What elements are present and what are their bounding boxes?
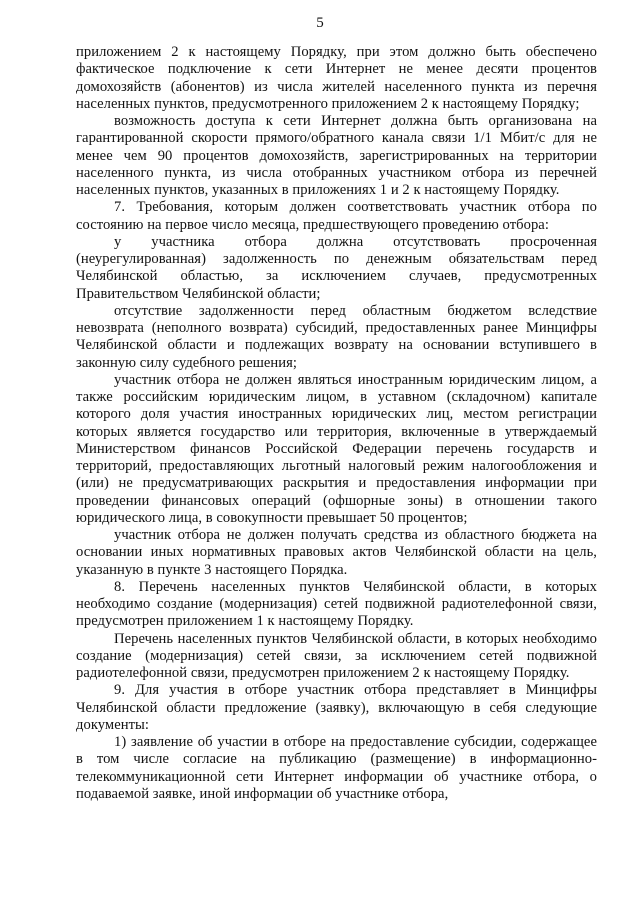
paragraph-section-8: 8. Перечень населенных пунктов Челябинской области, в которых необходимо создание (модернизация) сетей подвижной радиотелефонной связи, предусмотрен приложением 1 к настоящему Порядку. [76,578,597,630]
paragraph-no-overdue-debt: у участника отбора должна отсутствовать просроченная (неурегулированная) задолженность по денежным обязательствам перед Челябинской областью, за исключением случаев, предусмотренных Правительством Челябинской области; [76,233,597,302]
paragraph-no-other-funds: участник отбора не должен получать средства из областного бюджета на основании иных нормативных правовых актов Челябинской области на цель, указанную в пункте 3 настоящего Порядка. [76,527,597,578]
paragraph-internet-speed: возможность доступа к сети Интернет должна быть организована на гарантированной скорости прямого/обратного канала связи 1/1 Мбит/с для не менее чем 90 процентов домохозяйств, зарегистрированных на территории населенного пункта, из числа отобранных участником отбора из перечней населенных пунктов, указанных в приложениях 1 и 2 к настоящему Порядку. [76,113,597,198]
paragraph-no-foreign-entity: участник отбора не должен являться иностранным юридическим лицом, а также российским юридическим лицом, в уставном (складочном) капитале которого доля участия иностранных юридических лиц, местом регистрации которых является государство или территория, включенные в утверждаемый Министерством финансов Российской Федерации перечень государств и территорий, предоставляющих льготный налоговый режим налогообложения и (или) не предусматривающих раскрытия и предоставления информации при проведении финансовых операций (офшорные зоны) в отношении такого юридического лица, в совокупности превышает 50 процентов; [76,371,597,526]
paragraph-item-1-application: 1) заявление об участии в отборе на предоставление субсидии, содержащее в том числе согласие на публикацию (размещение) в информационно-телекоммуникационной сети Интернет информации об участнике отбора, о подаваемой заявке, иной информации об участнике отбора, [76,734,597,802]
paragraph-section-7: 7. Требования, которым должен соответствовать участник отбора по состоянию на первое число месяца, предшествующего проведению отбора: [76,199,597,233]
page-number: 5 [316,15,324,31]
paragraph-no-budget-debt: отсутствие задолженности перед областным бюджетом вследствие невозврата (неполного возврата) субсидий, предоставленных ранее Минцифры Челябинской области и подлежащих возврату на основании вступившего в законную силу судебного решения; [76,302,597,371]
paragraph-section-9: 9. Для участия в отборе участник отбора представляет в Минцифры Челябинской области предложение (заявку), включающую в себя следующие документы: [76,682,597,733]
paragraph-section-8-networks: Перечень населенных пунктов Челябинской области, в которых необходимо создание (модернизация) сетей связи, за исключением сетей подвижной радиотелефонной связи, предусмотрен приложением 2 к настоящему Порядку. [76,630,597,681]
paragraph-continuation: приложением 2 к настоящему Порядку, при этом должно быть обеспечено фактическое подключение к сети Интернет не менее десяти процентов домохозяйств (абонентов) из числа жителей населенного пункта из перечня населенных пунктов, предусмотренного приложением 2 к настоящему Порядку; [76,44,597,112]
document-body [76,44,597,803]
